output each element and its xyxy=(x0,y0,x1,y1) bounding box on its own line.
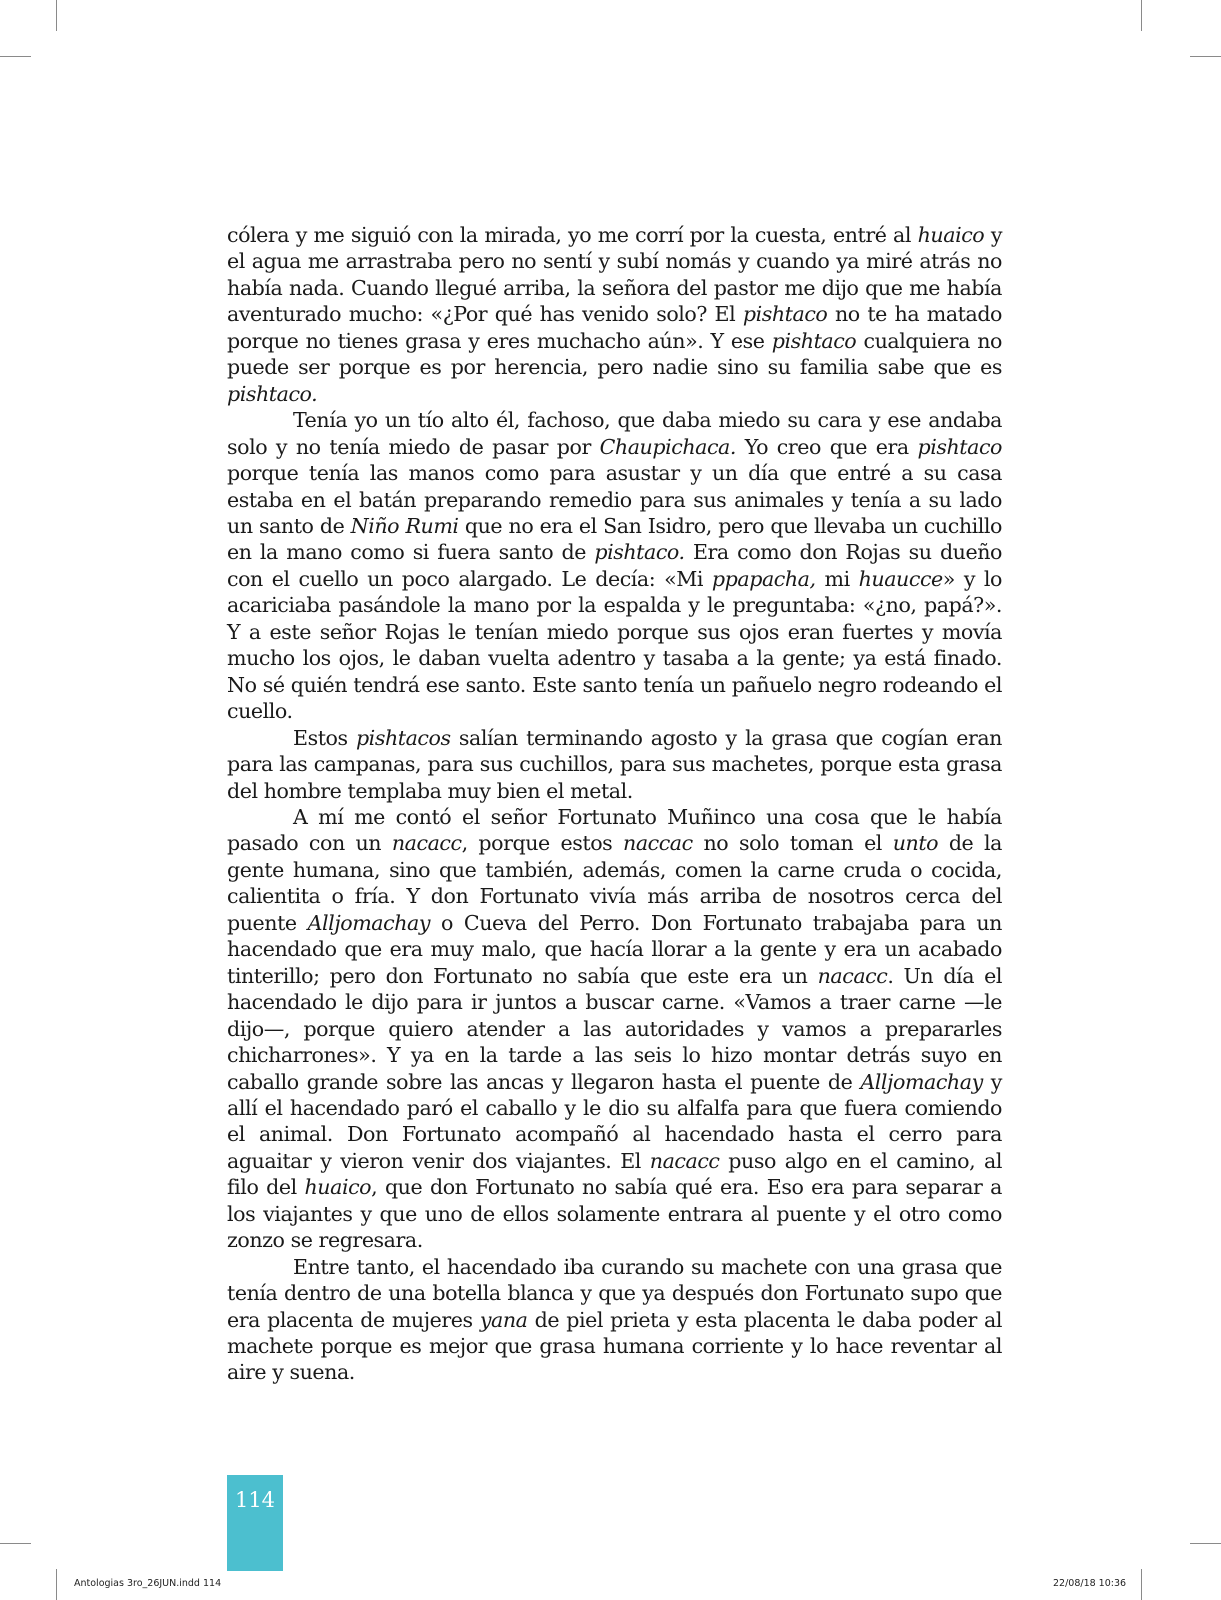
italic-term: Chaupichaca. xyxy=(599,434,736,459)
crop-mark-right-bottom xyxy=(1190,1543,1221,1544)
text-run: cólera y me siguió con la mirada, yo me corrí por la cuesta, entré al xyxy=(227,223,918,247)
text-run: de la gente humana, sino que también, además, comen la carne cruda o cocida, calientita o fría. Y don Fortunato vivía más arriba de nosotros cerca del puente xyxy=(227,831,1002,935)
slug-file: Antologias 3ro_26JUN.indd 114 xyxy=(74,1578,222,1589)
italic-term: Alljomachay xyxy=(307,910,431,935)
italic-term: pishtaco xyxy=(917,434,1002,459)
text-run: de piel prieta y esta placenta le daba poder al machete porque es mejor que grasa humana corriente y lo hace reventar al aire y suena. xyxy=(227,1307,1002,1385)
text-run: salían terminando agosto y la grasa que cogían eran para las campanas, para sus cuchillos, para sus machetes, porque esta grasa del hombre templaba muy bien el metal. xyxy=(227,725,1002,803)
text-run: cualquiera no puede ser porque es por herencia, pero nadie sino su familia sabe que es xyxy=(227,328,1002,380)
text-run: Tenía yo un tío alto él, fachoso, que daba miedo su cara y ese andaba solo y no tenía miedo de pasar por xyxy=(227,408,1002,459)
crop-mark-top-left xyxy=(56,0,57,31)
italic-term: nacacc xyxy=(649,1148,720,1173)
italic-term: ppapacha, xyxy=(711,566,816,591)
italic-term: huaico xyxy=(304,1175,372,1200)
italic-term: nacacc xyxy=(817,963,888,988)
italic-term: Alljomachay xyxy=(860,1069,983,1094)
paragraph xyxy=(227,1254,1002,1386)
text-run: y el agua me arrastraba pero no sentí y subí nomás y cuando ya miré atrás no había nada. Cuando llegué arriba, la señora del pastor me dijo que me había aventurado mucho: «¿Por qué has venido solo? El xyxy=(227,223,1003,327)
paragraph xyxy=(227,222,1002,407)
text-run: mi xyxy=(815,566,859,591)
text-run: no te ha matado porque no tienes grasa y eres muchacho aún». Y ese xyxy=(227,302,1002,353)
text-run: A mí me contó el señor Fortunato Muñinco una cosa que le había pasado con un xyxy=(227,804,1002,856)
italic-term: naccac xyxy=(623,831,693,856)
text-run: puso algo en el camino, al filo del xyxy=(227,1148,1002,1200)
crop-mark-right-top xyxy=(1190,56,1221,57)
italic-term: pishtaco xyxy=(771,328,857,353)
text-run: o Cueva del Perro. Don Fortunato trabajaba para un hacendado que era muy malo, que hacía llorar a la gente y era un acabado tinterillo; pero don Fortunato no sabía que este era un xyxy=(227,910,1002,988)
text-run: que no era el San Isidro, pero que llevaba un cuchillo en la mano como si fuera santo de xyxy=(227,513,1002,565)
paragraph xyxy=(227,407,1002,724)
italic-term: Niño Rumi xyxy=(350,513,459,538)
crop-mark-left-top xyxy=(0,56,31,57)
italic-term: pishtaco. xyxy=(594,540,685,565)
text-run: . Un día el hacendado le dijo para ir juntos a buscar carne. «Vamos a traer carne —le dijo—, porque quiero atender a las autoridades y vamos a prepararles chicharrones». Y ya en la tarde a las seis lo hizo montar detrás suyo en caballo grande sobre las ancas y llegaron hasta el puente de xyxy=(227,963,1002,1094)
italic-term: pishtaco xyxy=(742,302,828,327)
italic-term: huaucce xyxy=(858,566,943,591)
italic-term: pishtaco. xyxy=(227,381,318,406)
crop-mark-top-right xyxy=(1141,0,1142,31)
paragraph xyxy=(227,804,1002,1254)
text-run: porque tenía las manos como para asustar y un día que entré a su casa estaba en el batán preparando remedio para sus animales y tenía a su lado un santo de xyxy=(227,461,1002,538)
text-run: y allí el hacendado paró el caballo y le dio su alfalfa para que fuera comiendo el animal. Don Fortunato acompañó al hacendado hasta el cerro para aguaitar y vieron venir dos viajantes. El xyxy=(227,1069,1002,1173)
text-run: Estos xyxy=(293,725,356,750)
crop-mark-left-bottom xyxy=(0,1543,31,1544)
text-run: Entre tanto, el hacendado iba curando su machete con una grasa que tenía dentro de una botella blanca y que ya después don Fortunato supo que era placenta de mujeres xyxy=(227,1254,1002,1332)
page-number-tab xyxy=(227,1475,283,1571)
page-number: 114 xyxy=(234,1488,276,1512)
italic-term: yana xyxy=(479,1307,528,1332)
italic-term: unto xyxy=(892,831,939,856)
text-run: Yo creo que era xyxy=(735,434,918,459)
text-run: Era como don Rojas su dueño con el cuello un poco alargado. Le decía: «Mi xyxy=(227,540,1002,591)
crop-mark-bottom-right xyxy=(1141,1569,1142,1600)
text-run: » y lo acariciaba pasándole la mano por la espalda y le preguntaba: «¿no, papá?». Y a este señor Rojas le tenían miedo porque sus ojos eran fuertes y movía mucho los ojos, le daban vuelta adentro y tasaba a la gente; ya está finado. No sé quién tendrá ese santo. Este santo tenía un pañuelo negro rodeando el cuello. xyxy=(227,566,1002,724)
text-run: , que don Fortunato no sabía qué era. Eso era para separar a los viajantes y que uno de ellos solamente entrara al puente y el otro como zonzo se regresara. xyxy=(227,1175,1002,1253)
slug-date: 22/08/18 10:36 xyxy=(1053,1578,1127,1589)
paragraph xyxy=(227,725,1002,804)
italic-term: huaico xyxy=(917,223,985,247)
body-text xyxy=(227,222,1002,1386)
italic-term: nacacc xyxy=(391,831,462,856)
text-run: , porque estos xyxy=(461,831,623,856)
text-run: no solo toman el xyxy=(692,831,893,856)
crop-mark-bottom-left xyxy=(56,1569,57,1600)
italic-term: pishtacos xyxy=(355,725,451,750)
